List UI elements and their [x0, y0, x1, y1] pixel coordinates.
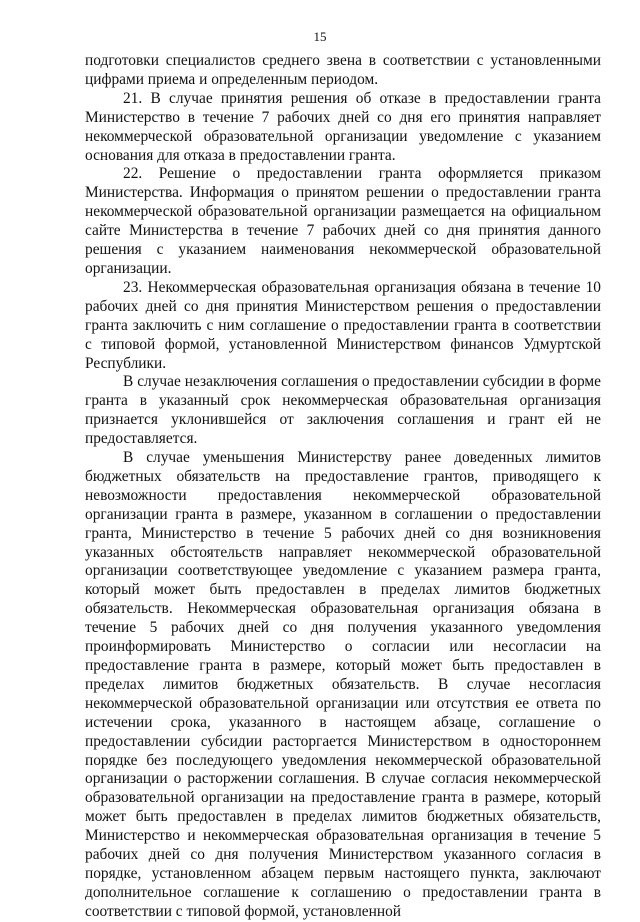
paragraph-item-23: 23. Некоммерческая образовательная организация обязана в течение 10 рабочих дней со дня принятия Министерством решения о предоставлении гранта заключить с ним соглашение о предоставлении гранта в соответствии с типовой формой, установленной Министерством финансов Удмуртской Республики. — [85, 278, 601, 372]
document-body — [85, 52, 601, 922]
paragraph-limits-reduction: В случае уменьшения Министерству ранее доведенных лимитов бюджетных обязательств на предоставление грантов, приводящего к невозможности предоставления некоммерческой образовательной организации гранта в размере, указанном в соглашении о предоставлении гранта, Министерство в течение 5 рабочих дней со дня возникновения указанных обстоятельств направляет некоммерческой образовательной организации соответствующее уведомление с указанием размера гранта, который может быть предоставлен в пределах лимитов бюджетных обязательств. Некоммерческая образовательная организация обязана в течение 5 рабочих дней со дня получения указанного уведомления проинформировать Министерство о согласии или несогласии на предоставление гранта в размере, который может быть предоставлен в пределах лимитов бюджетных обязательств. В случае несогласия некоммерческой образовательной организации или отсутствия ее ответа по истечении срока, указанного в настоящем абзаце, соглашение о предоставлении субсидии расторгается Министерством в одностороннем порядке без последующего уведомления некоммерческой образовательной организации о расторжении соглашения. В случае согласия некоммерческой образовательной организации на предоставление гранта в размере, который может быть предоставлен в пределах лимитов бюджетных обязательств, Министерство и некоммерческая образовательная организация в течение 5 рабочих дней со дня получения Министерством указанного согласия в порядке, установленном абзацем первым настоящего пункта, заключают дополнительное соглашение к соглашению о предоставлении гранта в соответствии с типовой формой, установленной — [85, 449, 601, 920]
paragraph-item-21: 21. В случае принятия решения об отказе в предоставлении гранта Министерство в течение 7 рабочих дней со дня его принятия направляет некоммерческой образовательной организации уведомление с указанием основания для отказа в предоставлении гранта. — [85, 89, 601, 164]
paragraph-non-conclusion: В случае незаключения соглашения о предоставлении субсидии в форме гранта в указанный срок некоммерческая образовательная организация признается уклонившейся от заключения соглашения и грант ей не предоставляется. — [85, 373, 601, 448]
page-number: 15 — [313, 29, 327, 44]
paragraph-item-22: 22. Решение о предоставлении гранта оформляется приказом Министерства. Информация о принятом решении о предоставлении гранта некоммерческой образовательной организации размещается на официальном сайте Министерства в течение 7 рабочих дней со дня принятия данного решения с указанием наименования некоммерческой образовательной организации. — [85, 165, 601, 277]
paragraph-continuation: подготовки специалистов среднего звена в соответствии с установленными цифрами приема и определенным периодом. — [85, 52, 601, 88]
